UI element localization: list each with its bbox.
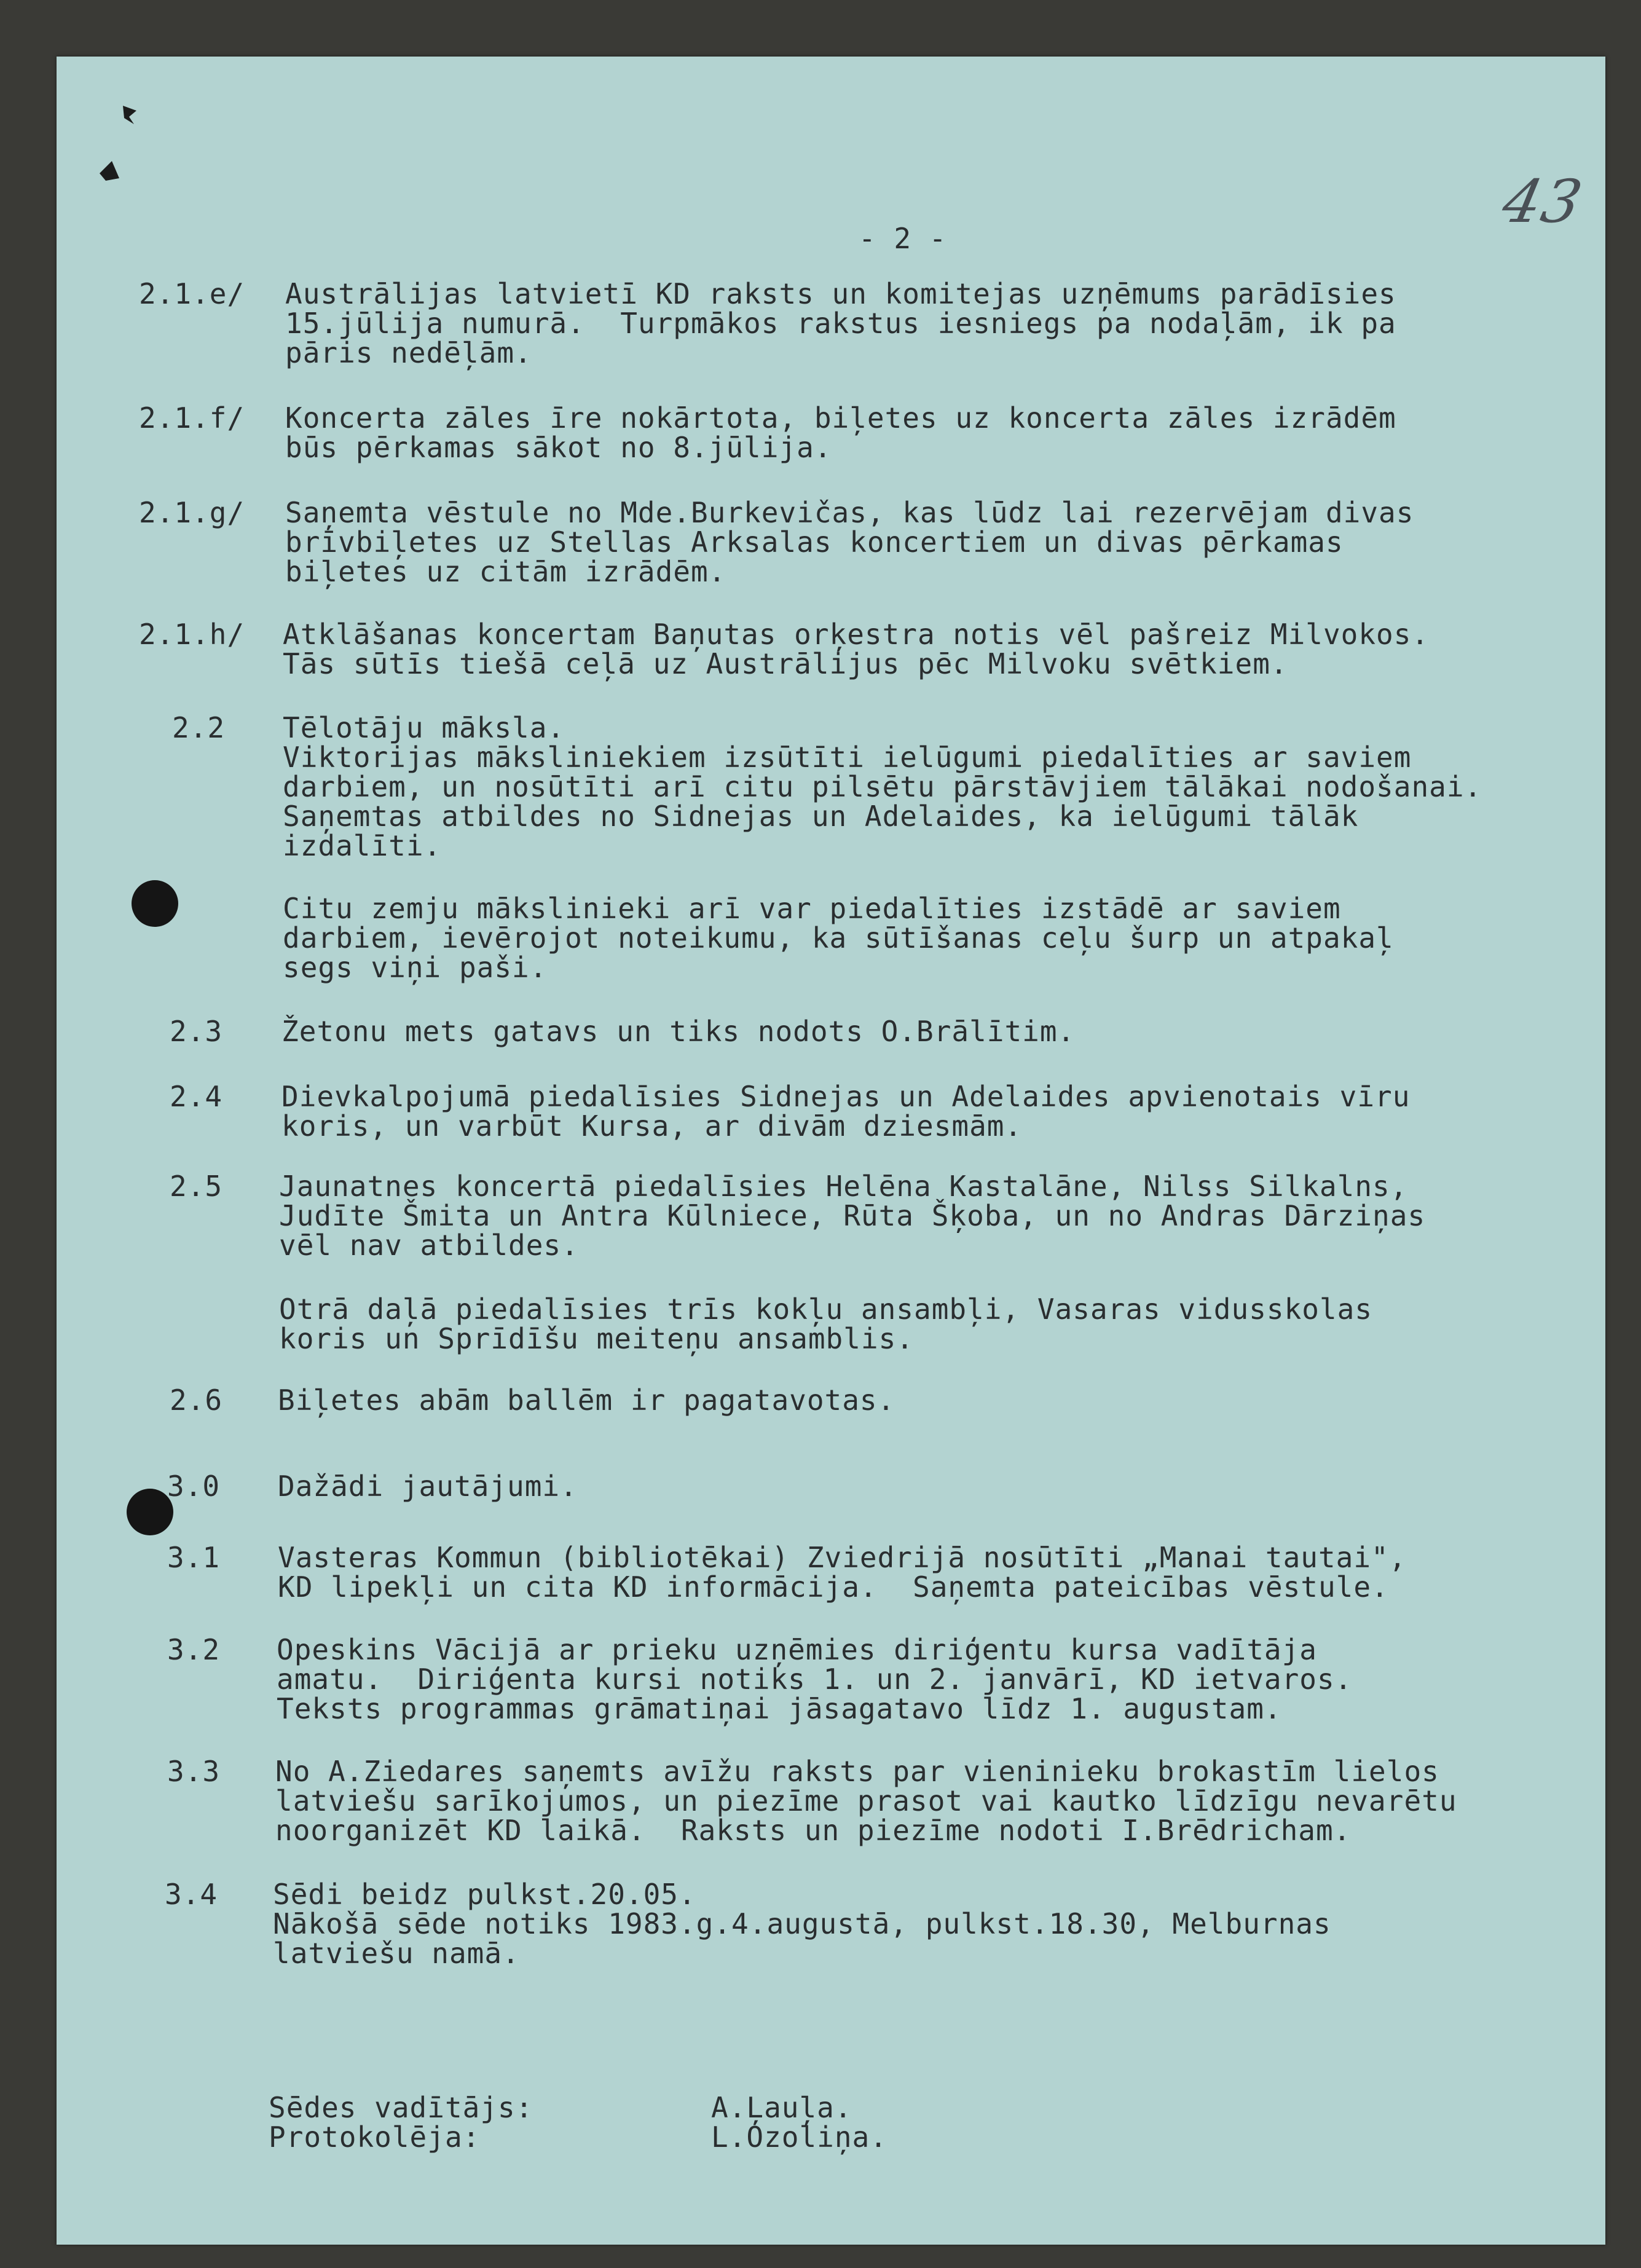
text-line: Vasteras Kommun (bibliotēkai) Zviedrijā nosūtīti „Manai tautai",	[278, 1541, 1407, 1574]
text-line: latviešu sarīkojumos, un piezīme prasot vai kautko līdzīgu nevarētu	[275, 1784, 1457, 1817]
paper-sheet	[57, 57, 1605, 2245]
text-line: Atklāšanas koncertam Baņutas orķestra notis vēl pašreiz Milvokos.	[283, 618, 1430, 651]
item-number: 2.6	[170, 1384, 223, 1417]
text-line: darbiem, ievērojot noteikumu, ka sūtīšanas ceļu šurp un atpakaļ	[283, 921, 1394, 955]
item-number: 2.1.e/	[139, 277, 245, 310]
text-line: noorganizēt KD laikā. Raksts un piezīme nodoti I.Brēdricham.	[275, 1814, 1352, 1847]
item-text	[279, 1294, 1594, 1353]
page-number: - 2 -	[859, 222, 947, 255]
item-text	[278, 1471, 1593, 1501]
item-text	[278, 1543, 1593, 1602]
text-line: segs viņi paši.	[283, 951, 548, 984]
item-text	[273, 1880, 1588, 1968]
text-line: Saņemtas atbildes no Sidnejas un Adelaides, ka ielūgumi tālāk	[283, 800, 1359, 833]
signature-name: L.Ozoliņa.	[711, 2120, 887, 2154]
text-line: Otrā daļā piedalīsies trīs kokļu ansambļi, Vasaras vidusskolas	[279, 1293, 1373, 1326]
text-line: Tēlotāju māksla.	[283, 711, 565, 744]
text-line: latviešu namā.	[273, 1937, 520, 1970]
item-text	[285, 279, 1600, 368]
text-line: Sēdi beidz pulkst.20.05.	[273, 1878, 696, 1911]
text-line: Citu zemju mākslinieki arī var piedalīties izstādē ar saviem	[283, 892, 1341, 925]
item-number: 2.1.f/	[139, 401, 245, 435]
item-number: 3.0	[167, 1470, 221, 1503]
signature-row	[269, 2093, 1006, 2122]
text-line: amatu. Diriģenta kursi notiks 1. un 2. janvārī, KD ietvaros.	[277, 1663, 1353, 1696]
item-number: 2.2	[172, 711, 226, 744]
text-line: 15.jūlija numurā. Turpmākos rakstus iesniegs pa nodaļām, ik pa	[285, 307, 1396, 340]
signature-role: Protokolēja:	[269, 2120, 481, 2154]
item-text	[279, 1171, 1594, 1260]
signature-row	[269, 2122, 1006, 2152]
text-line: Dažādi jautājumi.	[278, 1470, 578, 1503]
text-line: darbiem, un nosūtīti arī citu pilsētu pārstāvjiem tālākai nodošanai.	[283, 770, 1482, 803]
text-line: KD lipekļi un cita KD informācija. Saņemta pateicības vēstule.	[278, 1570, 1389, 1604]
text-line: vēl nav atbildes.	[279, 1229, 579, 1262]
text-line: koris un Sprīdīšu meiteņu ansamblis.	[279, 1322, 914, 1355]
item-text	[285, 498, 1600, 586]
item-number: 2.5	[170, 1170, 223, 1203]
text-line: pāris nedēļām.	[285, 336, 532, 369]
text-line: izdalīti.	[283, 829, 442, 862]
signature-role: Sēdes vadītājs:	[269, 2091, 533, 2124]
item-text	[285, 403, 1600, 462]
text-line: Žetonu mets gatavs un tiks nodots O.Brālītim.	[281, 1015, 1076, 1048]
punch-hole-upper	[132, 880, 178, 927]
text-line: Viktorijas māksliniekiem izsūtīti ielūgumi piedalīties ar saviem	[283, 741, 1412, 774]
text-line: Austrālijas latvietī KD raksts un komitejas uzņēmums parādīsies	[285, 277, 1396, 310]
text-line: Dievkalpojumā piedalīsies Sidnejas un Adelaides apvienotais vīru	[281, 1080, 1411, 1113]
text-line: Nākošā sēde notiks 1983.g.4.augustā, pulkst.18.30, Melburnas	[273, 1907, 1331, 1940]
text-line: brīvbiļetes uz Stellas Arksalas koncertiem un divas pērkamas	[285, 526, 1344, 559]
text-line: Biļetes abām ballēm ir pagatavotas.	[278, 1384, 895, 1417]
text-line: Saņemta vēstule no Mde.Burkevičas, kas lūdz lai rezervējam divas	[285, 496, 1414, 529]
item-number: 2.1.g/	[139, 496, 245, 529]
item-number: 2.4	[170, 1080, 223, 1113]
text-line: No A.Ziedares saņemts avīžu raksts par vieninieku brokastīm lielos	[275, 1755, 1439, 1788]
item-text	[283, 894, 1598, 982]
item-number: 3.1	[167, 1541, 221, 1574]
signature-name: A.Ļauļa.	[711, 2091, 852, 2124]
signature-block	[269, 2093, 1006, 2152]
item-text	[281, 1082, 1597, 1141]
item-text	[278, 1385, 1593, 1415]
item-text	[281, 1017, 1597, 1046]
text-line: Judīte Šmita un Antra Kūlniece, Rūta Šķoba, un no Andras Dārziņas	[279, 1199, 1426, 1232]
text-line: Opeskins Vācijā ar prieku uzņēmies diriģentu kursa vadītāja	[277, 1633, 1317, 1666]
text-line: koris, un varbūt Kursa, ar divām dziesmām.	[281, 1109, 1023, 1143]
text-line: būs pērkamas sākot no 8.jūlija.	[285, 431, 832, 464]
text-line: Teksts programmas grāmatiņai jāsagatavo līdz 1. augustam.	[277, 1692, 1282, 1725]
item-number: 3.4	[165, 1878, 218, 1911]
text-line: Jaunatnes koncertā piedalīsies Helēna Kastalāne, Nilss Silkalns,	[279, 1170, 1408, 1203]
item-number: 3.3	[167, 1755, 221, 1788]
text-line: Koncerta zāles īre nokārtota, biļetes uz koncerta zāles izrādēm	[285, 401, 1396, 435]
item-text	[277, 1635, 1592, 1723]
item-number: 2.3	[170, 1015, 223, 1048]
item-text	[283, 620, 1598, 679]
ink-mark-icon	[81, 100, 155, 198]
item-number: 3.2	[167, 1633, 221, 1666]
item-number: 2.1.h/	[139, 618, 245, 651]
item-text	[283, 713, 1598, 860]
item-text	[275, 1757, 1591, 1845]
text-line: Tās sūtīs tiešā ceļā uz Austrālijus pēc Milvoku svētkiem.	[283, 647, 1288, 680]
text-line: biļetes uz citām izrādēm.	[285, 555, 726, 588]
archive-folio-number: 43	[1497, 167, 1589, 236]
punch-hole-lower	[127, 1489, 173, 1535]
